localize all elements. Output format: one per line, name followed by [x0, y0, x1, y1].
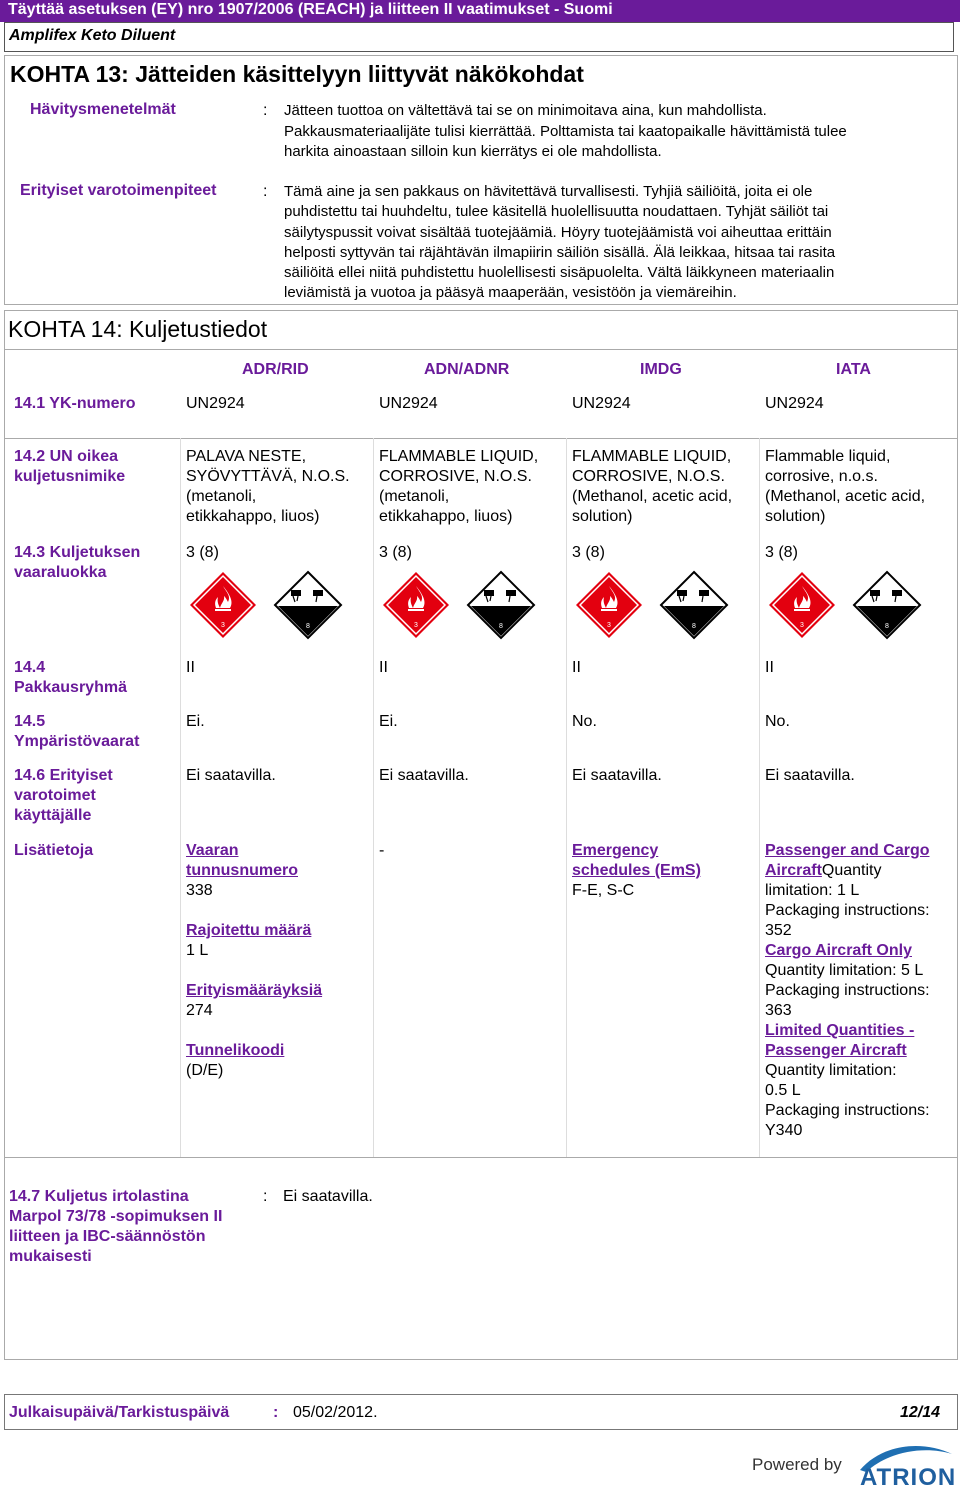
- corrosion-icon: [854, 572, 920, 638]
- special-prov-value: 274: [186, 1002, 213, 1019]
- svg-text:8: 8: [306, 623, 310, 630]
- pca-title: Passenger and Cargo: [765, 842, 930, 859]
- row-environmental-label: 14.5 Ympäristövaarat: [14, 713, 140, 750]
- grid-bottom-rule: [4, 1157, 958, 1158]
- product-name-box: [4, 22, 954, 52]
- svg-text:3: 3: [800, 622, 804, 629]
- flame-icon: [769, 572, 835, 638]
- un-number-adr: UN2924: [186, 395, 245, 412]
- packing-group-adr: II: [186, 659, 195, 676]
- additional-adr: Vaaran tunnusnumero 338 Rajoitettu määrä 1 L Erityismääräyksiä 274 Tunnelikoodi (D/E): [186, 842, 323, 1079]
- section14-header-rule: [4, 349, 958, 350]
- un-number-iata: UN2924: [765, 395, 824, 412]
- hazard-id-value: 338: [186, 882, 213, 899]
- powered-by-logo: [752, 1440, 958, 1494]
- environmental-adr: Ei.: [186, 713, 205, 730]
- col-header-adn: ADN/ADNR: [424, 361, 510, 378]
- section14-title: KOHTA 14: Kuljetustiedot: [8, 316, 268, 342]
- shipping-name-iata: Flammable liquid, corrosive, n.o.s. (Methanol, acetic acid, solution): [765, 448, 926, 525]
- row-additional-label: Lisätietoja: [14, 842, 94, 859]
- footer-date-label: Julkaisupäivä/Tarkistuspäivä: [9, 1404, 230, 1421]
- svg-text:3: 3: [221, 622, 225, 629]
- hazard-class-adn: 3 (8): [379, 544, 412, 561]
- bulk-transport-label: 14.7 Kuljetus irtolastina Marpol 73/78 -sopimuksen II liitteen ja IBC-säännöstön mukaisesti: [9, 1188, 223, 1265]
- flame-icon: [190, 572, 256, 638]
- section13-title: KOHTA 13: Jätteiden käsittelyyn liittyvät näkökohdat: [10, 61, 584, 87]
- special-precautions-label: Erityiset varotoimenpiteet: [20, 182, 217, 199]
- col-header-iata: IATA: [836, 361, 871, 378]
- shipping-name-adr: PALAVA NESTE, SYÖVYTTÄVÄ, N.O.S. (metanoli, etikkahappo, liuos): [186, 448, 350, 525]
- limited-qty-value: 1 L: [186, 942, 209, 959]
- additional-iata: Passenger and Cargo AircraftQuantity limitation: 1 L Packaging instructions: 352 Cargo Aircraft Only Quantity limitation: 5 L Packaging instructions: 363 Limited Quantities - Passenger Aircraft Quantity limitation: 0.5 L Packaging instructions: Y340: [765, 841, 955, 1141]
- grid-divider-1: [180, 438, 181, 1158]
- flame-icon: [383, 572, 449, 638]
- hazard-class-adr: 3 (8): [186, 544, 219, 561]
- disposal-label: Hävitysmenetelmät: [30, 101, 176, 118]
- footer-colon: :: [273, 1404, 279, 1421]
- hazard-class-iata: 3 (8): [765, 544, 798, 561]
- product-name: Amplifex Keto Diluent: [9, 27, 176, 44]
- lq-title: Limited Quantities -: [765, 1022, 915, 1039]
- limited-qty-title: Rajoitettu määrä: [186, 922, 312, 939]
- additional-adn: -: [379, 842, 385, 859]
- un-number-imdg: UN2924: [572, 395, 631, 412]
- additional-imdg: Emergency schedules (EmS) F-E, S-C: [572, 842, 701, 899]
- special-precautions-imdg: Ei saatavilla.: [572, 767, 662, 784]
- bulk-transport-value: Ei saatavilla.: [283, 1188, 373, 1205]
- special-precautions-text: Tämä aine ja sen pakkaus on hävitettävä turvallisesti. Tyhjiä säiliöitä, joita ei ole puhdistettu tai huuhdeltu, tulee käsitellä huolellisuutta noudattaen. Tyhjät säiliöt tai säilytyspussit voivat sisältää tuotejäämiä. Höyry tuotejäämistä voi aiheuttaa erittäin helposti syttyvän tai räjähtävän ilmapiirin säiliön sisällä. Älä leikkaa, hitsaa tai rasita säiliöitä ellei niitä puhdistettu huolellisesti sisäpuolelta. Vältä läikkyneen materiaalin leviämistä ja vuotoa ja pääsyä maaperään, vesistöön ja viemäreihin.: [284, 183, 836, 302]
- regulation-header: Täyttää asetuksen (EY) nro 1907/2006 (REACH) ja liitteen II vaatimukset - Suomi: [0, 0, 960, 22]
- pictograms-imdg: [574, 570, 734, 640]
- special-precautions-iata: Ei saatavilla.: [765, 767, 855, 784]
- pictograms-iata: [767, 570, 927, 640]
- row-special-precautions-label: 14.6 Erityiset varotoimet käyttäjälle: [14, 767, 113, 824]
- svg-text:8: 8: [692, 623, 696, 630]
- pictograms-adn: [381, 570, 541, 640]
- shipping-name-adn: FLAMMABLE LIQUID, CORROSIVE, N.O.S. (metanoli, etikkahappo, liuos): [379, 448, 539, 525]
- row-un-number-label: 14.1 YK-numero: [14, 395, 136, 412]
- grid-divider-4: [759, 438, 760, 1158]
- disposal-text: Jätteen tuottoa on vältettävä tai se on minimoitava aina, kun mahdollista. Pakkausmateriaalijäte tulisi kierrättää. Polttamista tai kaatopaikalle hävittämistä tulee harkita ainoastaan silloin kun kierrätys ei ole mahdollista.: [284, 102, 847, 160]
- disposal-colon: :: [263, 102, 268, 119]
- col-header-adr: ADR/RID: [242, 361, 309, 378]
- row-hazard-class-label: 14.3 Kuljetuksen vaaraluokka: [14, 544, 141, 581]
- footer-page: 12/14: [900, 1404, 941, 1421]
- corrosion-icon: [275, 572, 341, 638]
- ems-title: Emergency: [572, 842, 659, 859]
- svg-text:8: 8: [885, 623, 889, 630]
- col-header-imdg: IMDG: [640, 361, 682, 378]
- tunnel-value: (D/E): [186, 1062, 224, 1079]
- packing-group-adn: II: [379, 659, 388, 676]
- corrosion-icon: [468, 572, 534, 638]
- grid-divider-2: [373, 438, 374, 1158]
- corrosion-icon: [661, 572, 727, 638]
- svg-text:3: 3: [414, 622, 418, 629]
- brand-name: ATRION: [860, 1464, 957, 1491]
- special-prov-title: Erityismääräyksiä: [186, 982, 323, 999]
- svg-text:3: 3: [607, 622, 611, 629]
- hazard-class-imdg: 3 (8): [572, 544, 605, 561]
- svg-text:8: 8: [499, 623, 503, 630]
- hazard-id-title: Vaaran: [186, 842, 239, 859]
- bulk-transport-colon: :: [263, 1188, 268, 1205]
- special-precautions-adr: Ei saatavilla.: [186, 767, 276, 784]
- row-packing-group-label: 14.4 Pakkausryhmä: [14, 659, 127, 696]
- environmental-iata: No.: [765, 713, 790, 730]
- environmental-adn: Ei.: [379, 713, 398, 730]
- powered-by-text: Powered by: [752, 1455, 842, 1474]
- grid-divider-3: [566, 438, 567, 1158]
- special-precautions-adn: Ei saatavilla.: [379, 767, 469, 784]
- packing-group-imdg: II: [572, 659, 581, 676]
- pictograms-adr: [188, 570, 348, 640]
- cao-title: Cargo Aircraft Only: [765, 942, 912, 959]
- footer-date: 05/02/2012.: [293, 1404, 378, 1421]
- environmental-imdg: No.: [572, 713, 597, 730]
- packing-group-iata: II: [765, 659, 774, 676]
- special-precautions-colon: :: [263, 183, 268, 200]
- ems-value: F-E, S-C: [572, 882, 635, 899]
- shipping-name-imdg: FLAMMABLE LIQUID, CORROSIVE, N.O.S. (Methanol, acetic acid, solution): [572, 448, 733, 525]
- tunnel-title: Tunnelikoodi: [186, 1042, 285, 1059]
- un-number-adn: UN2924: [379, 395, 438, 412]
- flame-icon: [576, 572, 642, 638]
- row-shipping-name-label: 14.2 UN oikea kuljetusnimike: [14, 448, 126, 485]
